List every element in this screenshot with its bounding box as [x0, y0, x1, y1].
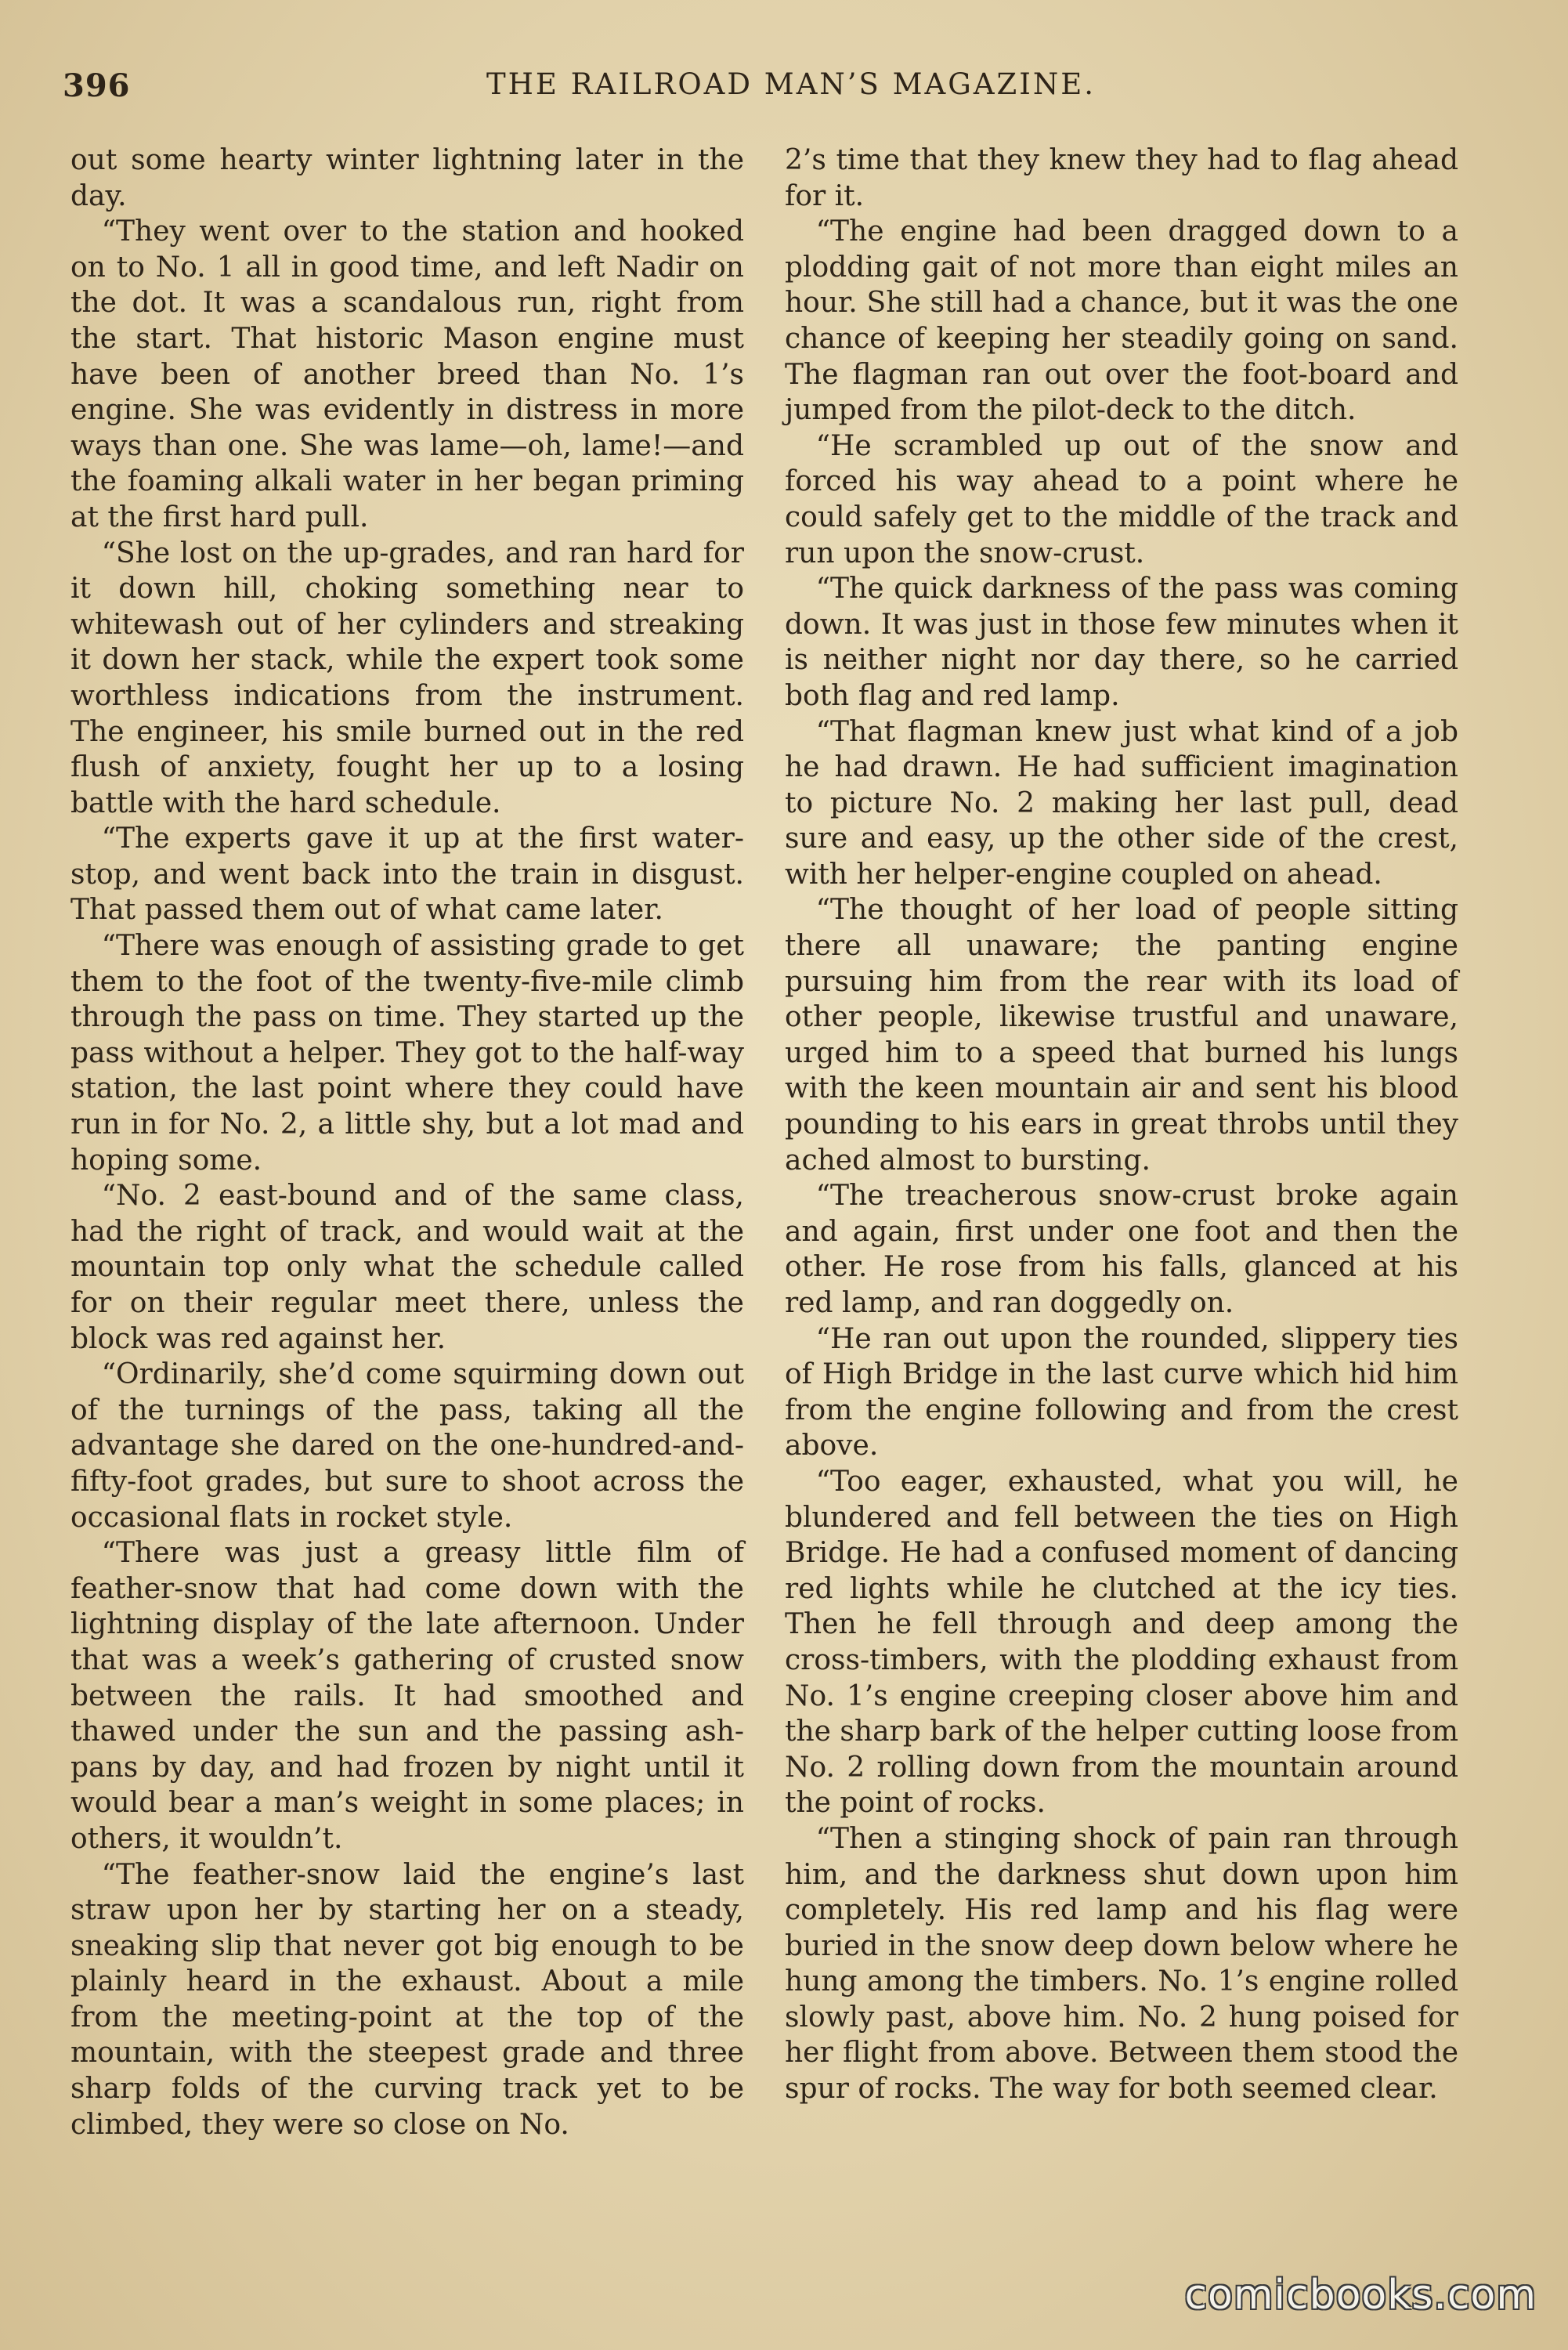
paragraph: “There was just a greasy little film of feather-snow that had come down with the lightning display of the late afternoon. Under that was a week’s gathering of crusted snow between the rails. It had smoothed and thawed under the sun and the passing ash-pans by day, and had frozen by night until it would bear a man’s weight in some places; in others, it wouldn’t.	[70, 1537, 744, 1855]
paragraph: “They went over to the station and hooked on to No. 1 all in good time, and left Nadir on the dot. It was a scandalous run, right from the start. That historic Mason engine must have been of another breed than No. 1’s engine. She was evidently in distress in more ways than one. She was lame—oh, lame!—and the foaming alkali water in her began priming at the first hard pull.	[70, 215, 744, 533]
paragraph: “No. 2 east-bound and of the same class, had the right of track, and would wait at the mountain top only what the schedule called for on their regular meet there, unless the block was red against her.	[70, 1180, 744, 1355]
watermark: comicbooks.com	[1184, 2272, 1537, 2319]
paragraph: “The quick darkness of the pass was coming down. It was just in those few minutes when it is neither night nor day there, so he carried both flag and red lamp.	[785, 573, 1458, 712]
paragraph: out some hearty winter lightning later in the day.	[70, 144, 744, 212]
paragraph: 2’s time that they knew they had to flag ahead for it.	[785, 144, 1458, 212]
page-header	[63, 63, 1519, 110]
paragraph: “The treacherous snow-crust broke again and again, first under one foot and then the other. He rose from his falls, glanced at his red lamp, and ran doggedly on.	[785, 1180, 1458, 1319]
paragraph: “There was enough of assisting grade to get them to the foot of the twenty-five-mile climb through the pass on time. They started up the pass without a helper. They got to the half-way station, the last point where they could have run in for No. 2, a little shy, but a lot mad and hoping some.	[70, 930, 744, 1177]
paragraph: “Then a stinging shock of pain ran through him, and the darkness shut down upon him completely. His red lamp and his flag were buried in the snow deep down below where he hung among the timbers. No. 1’s engine rolled slowly past, above him. No. 2 hung poised for her flight from above. Between them stood the spur of rocks. The way for both seemed clear.	[785, 1822, 1458, 2106]
right-column	[785, 143, 1458, 2258]
paragraph: “The feather-snow laid the engine’s last straw upon her by starting her on a steady, sneaking slip that never got big enough to be plainly heard in the exhaust. About a mile from the meeting-point at the top of the mountain, with the steepest grade and three sharp folds of the curving track yet to be climbed, they were so close on No.	[70, 1858, 744, 2141]
paragraph: “The experts gave it up at the first water-stop, and went back into the train in disgust. That passed them out of what came later.	[70, 822, 744, 927]
paragraph: “She lost on the up-grades, and ran hard for it down hill, choking something near to whitewash out of her cylinders and streaking it down her stack, while the expert took some worthless indications from the instrument. The engineer, his smile burned out in the red flush of anxiety, fought her up to a losing battle with the hard schedule.	[70, 537, 744, 819]
paragraph: “The thought of her load of people sitting there all unaware; the panting engine pursuing him from the rear with its load of other people, likewise trustful and unaware, urged him to a speed that burned his lungs with the keen mountain air and sent his blood pounding to his ears in great throbs until they ached almost to bursting.	[785, 894, 1458, 1177]
paragraph: “He ran out upon the rounded, slippery ties of High Bridge in the last curve which hid him from the engine following and from the crest above.	[785, 1322, 1458, 1462]
paragraph: “He scrambled up out of the snow and forced his way ahead to a point where he could safely get to the middle of the track and run upon the snow-crust.	[785, 429, 1458, 569]
paragraph: “That flagman knew just what kind of a job he had drawn. He had sufficient imagination to picture No. 2 making her last pull, dead sure and easy, up the other side of the crest, with her helper-engine coupled on ahead.	[785, 715, 1458, 891]
paragraph: “Too eager, exhausted, what you will, he blundered and fell between the ties on High Bridge. He had a confused moment of dancing red lights while he clutched at the icy ties. Then he fell through and deep among the cross-timbers, with the plodding exhaust from No. 1’s engine creeping closer above him and the sharp bark of the helper cutting loose from No. 2 rolling down from the mountain around the point of rocks.	[785, 1465, 1458, 1820]
left-column	[70, 143, 744, 2258]
paragraph: “The engine had been dragged down to a plodding gait of not more than eight miles an hour. She still had a chance, but it was the one chance of keeping her steadily going on sand. The flagman ran out over the foot-board and jumped from the pilot-deck to the ditch.	[785, 215, 1458, 427]
running-head: THE RAILROAD MAN’S MAGAZINE.	[486, 67, 1097, 101]
paragraph: “Ordinarily, she’d come squirming down out of the turnings of the pass, taking all the advantage she dared on the one-hundred-and-fifty-foot grades, but sure to shoot across the occasional flats in rocket style.	[70, 1358, 744, 1534]
page-number: 396	[63, 67, 131, 104]
